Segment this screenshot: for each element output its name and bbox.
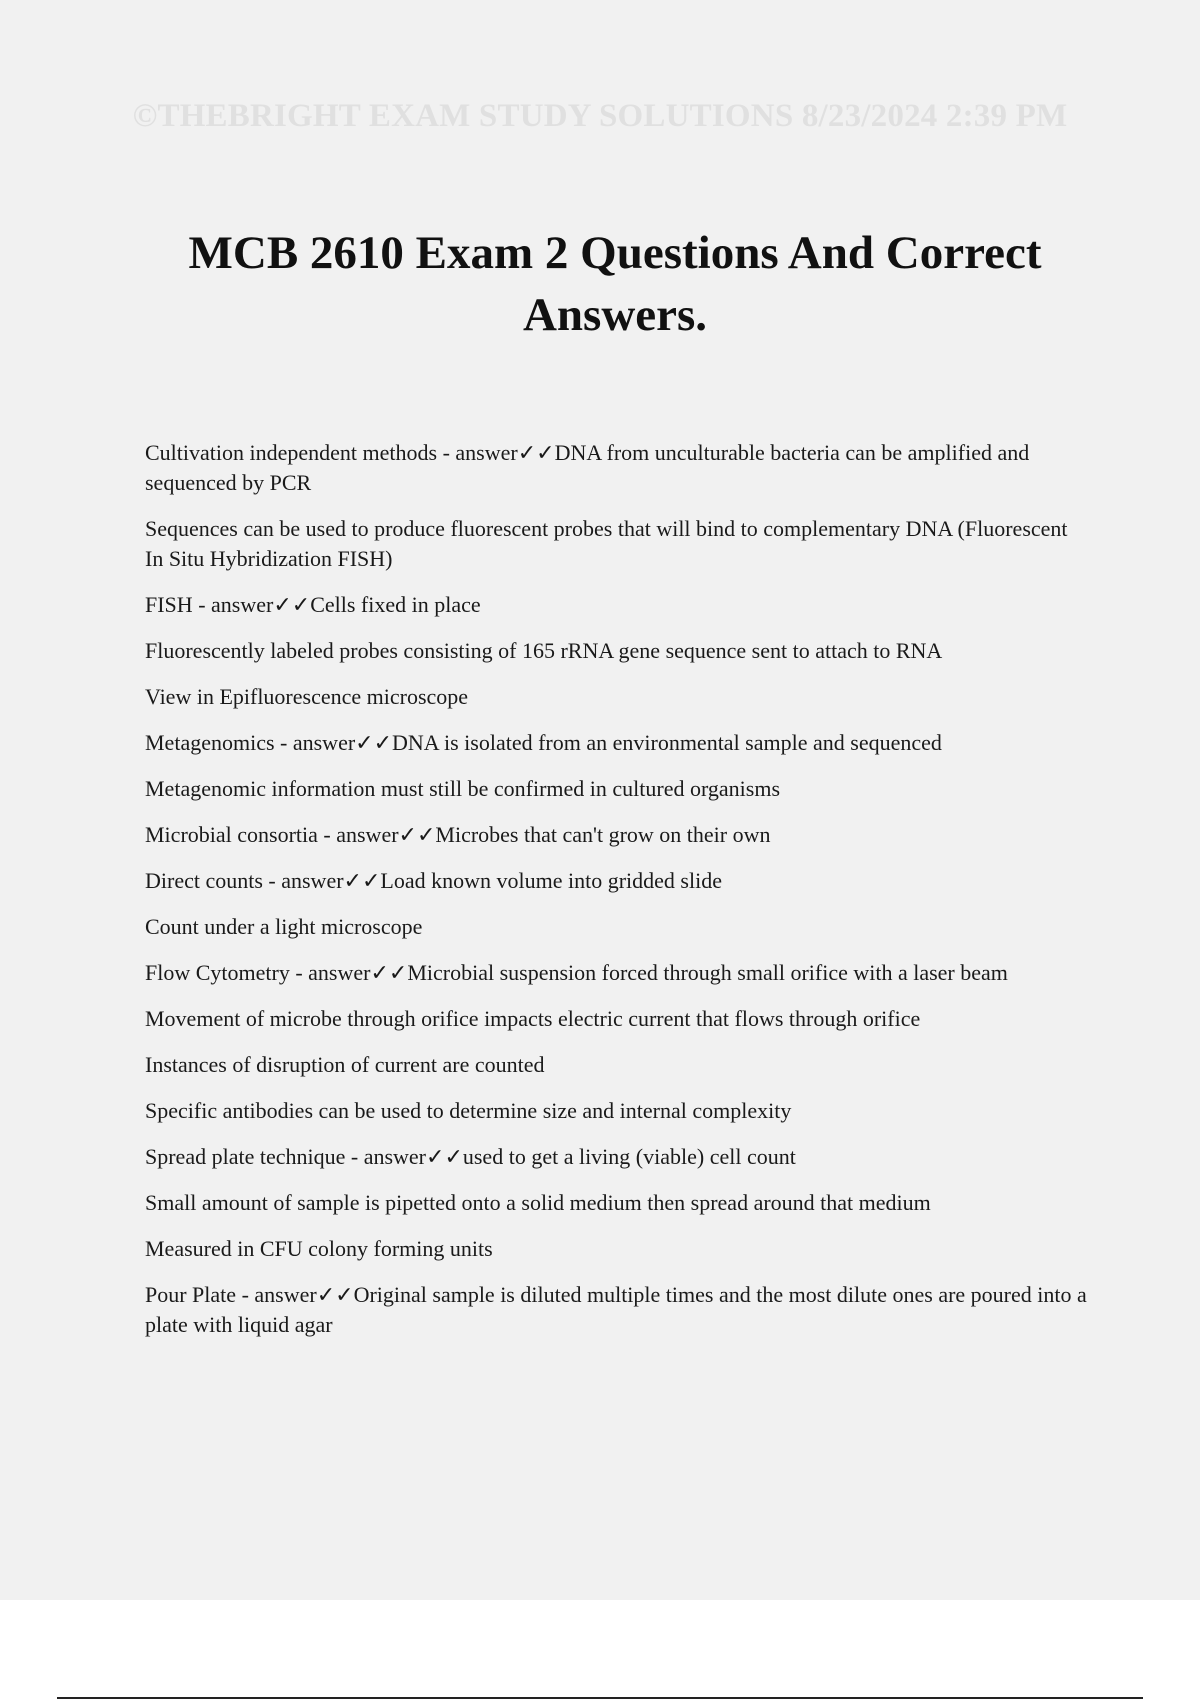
qa-text: DNA from unculturable bacteria can be amplified and sequenced by PCR <box>145 440 1030 495</box>
qa-text: Instances of disruption of current are counted <box>145 1052 545 1077</box>
qa-continuation <box>145 1188 1090 1218</box>
qa-entry <box>145 866 1090 896</box>
qa-term: Spread plate technique <box>145 1144 346 1169</box>
qa-continuation <box>145 636 1090 666</box>
answer-marker: - answer✓✓ <box>236 1282 354 1307</box>
qa-continuation <box>145 912 1090 942</box>
qa-term: Metagenomics <box>145 730 275 755</box>
qa-text: Load known volume into gridded slide <box>380 868 722 893</box>
qa-term: Flow Cytometry <box>145 960 290 985</box>
qa-entry <box>145 1280 1090 1340</box>
answer-marker: - answer✓✓ <box>274 730 393 755</box>
qa-entry <box>145 438 1090 498</box>
qa-text: used to get a living (viable) cell count <box>462 1144 796 1169</box>
document-title: MCB 2610 Exam 2 Questions And Correct Answers. <box>188 227 1042 341</box>
qa-text: Metagenomic information must still be confirmed in cultured organisms <box>145 776 781 801</box>
answer-marker: - answer✓✓ <box>345 1144 463 1169</box>
qa-continuation <box>145 1096 1090 1126</box>
qa-text: Microbial suspension forced through small orifice with a laser beam <box>407 960 1008 985</box>
qa-text: Original sample is diluted multiple times and the most dilute ones are poured into a plate with liquid agar <box>145 1282 1087 1337</box>
qa-text: Sequences can be used to produce fluorescent probes that will bind to complementary DNA (Fluorescent In Situ Hybridization FISH) <box>145 516 1068 571</box>
qa-text: Movement of microbe through orifice impacts electric current that flows through orifice <box>145 1006 921 1031</box>
answer-marker: - answer✓✓ <box>437 440 555 465</box>
qa-entry <box>145 590 1090 620</box>
qa-continuation <box>145 682 1090 712</box>
qa-text: Small amount of sample is pipetted onto a solid medium then spread around that medium <box>145 1190 931 1215</box>
qa-continuation <box>145 774 1090 804</box>
qa-text: Measured in CFU colony forming units <box>145 1236 493 1261</box>
qa-continuation <box>145 514 1090 574</box>
qa-entry <box>145 958 1090 988</box>
qa-entry <box>145 820 1090 850</box>
qa-term: Direct counts <box>145 868 263 893</box>
answer-marker: - answer✓✓ <box>192 592 311 617</box>
answer-marker: - answer✓✓ <box>262 868 381 893</box>
page-bottom-rule <box>57 1697 1143 1699</box>
qa-term: FISH <box>145 592 193 617</box>
qa-text: View in Epifluorescence microscope <box>145 684 469 709</box>
qa-term: Pour Plate <box>145 1282 237 1307</box>
qa-term: Cultivation independent methods <box>145 440 438 465</box>
qa-continuation <box>145 1004 1090 1034</box>
watermark: ©THEBRIGHT EXAM STUDY SOLUTIONS 8/23/2024 2:39 PM <box>132 98 1068 134</box>
qa-term: Microbial consortia <box>145 822 318 847</box>
qa-text: DNA is isolated from an environmental sample and sequenced <box>392 730 942 755</box>
qa-entry <box>145 1142 1090 1172</box>
qa-text: Fluorescently labeled probes consisting of 165 rRNA gene sequence sent to attach to RNA <box>145 638 943 663</box>
qa-list <box>145 438 1090 1356</box>
qa-entry <box>145 728 1090 758</box>
answer-marker: - answer✓✓ <box>289 960 408 985</box>
qa-text: Specific antibodies can be used to determine size and internal complexity <box>145 1098 792 1123</box>
qa-continuation <box>145 1234 1090 1264</box>
qa-continuation <box>145 1050 1090 1080</box>
qa-text: Cells fixed in place <box>310 592 481 617</box>
qa-text: Count under a light microscope <box>145 914 423 939</box>
answer-marker: - answer✓✓ <box>317 822 436 847</box>
qa-text: Microbes that can't grow on their own <box>435 822 771 847</box>
